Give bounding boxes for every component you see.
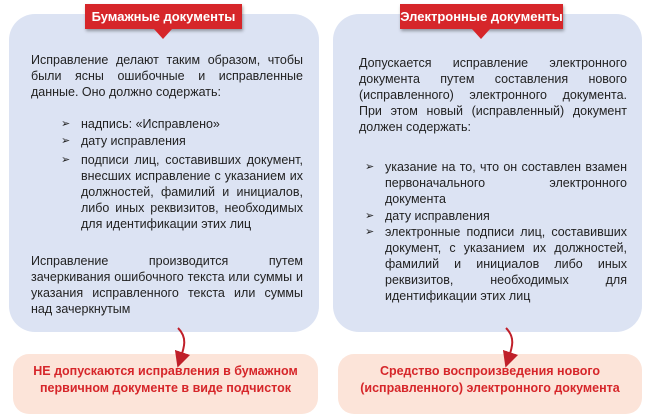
left-connector-arrow-icon [178,328,184,360]
arrowhead-bullet-icon: ➢ [61,118,71,130]
arrowhead-bullet-icon: ➢ [61,154,71,166]
paper-documents-header: Бумажные документы [85,4,242,29]
paper-outro-text: Исправление производится путем зачеркивания ошибочного текста или суммы и указания исправленного текста или суммы над зачеркнутым [31,254,303,316]
paper-conclusion-line-2: первичном документе в виде подчисток [40,381,291,395]
paper-bullet-3: подписи лиц, составивших документ, внесших исправление с указанием их должностей, фамилий и инициалов, либо иных реквизитов, необходимых для идентификации этих лиц [81,153,303,231]
right-connector-arrow-icon [506,328,512,360]
electronic-bullet-2: дату исправления [385,209,490,223]
paper-intro-text: Исправление делают таким образом, чтобы были ясны ошибочные и исправленные данные. Оно должно содержать: [31,53,303,99]
electronic-conclusion-line-1: Средство воспроизведения нового [379,364,601,378]
paper-bullet-2: дату исправления [81,134,186,148]
paper-bullet-1: надпись: «Исправлено» [81,117,220,131]
electronic-documents-header: Электронные документы [400,4,563,29]
electronic-intro-text: Допускается исправление электронного документа путем составления нового (исправленного) электронного документа. При этом новый (исправленный) документ должен содержать: [359,56,627,134]
arrowhead-bullet-icon: ➢ [61,135,71,147]
arrowhead-bullet-icon: ➢ [365,210,375,222]
electronic-bullet-1: указание на то, что он составлен взамен первоначального электронного документа [385,160,627,206]
electronic-conclusion-line-2: (исправленного) электронного документа [360,381,620,395]
paper-conclusion-line-1: НЕ допускаются исправления в бумажном [33,364,298,378]
arrowhead-bullet-icon: ➢ [365,226,375,238]
electronic-bullet-3: электронные подписи лиц, составивших документ, с указанием их должностей, фамилий и инициалов либо иных реквизитов, необходимых для идентификации этих лиц [385,225,627,303]
arrowhead-bullet-icon: ➢ [365,161,375,173]
